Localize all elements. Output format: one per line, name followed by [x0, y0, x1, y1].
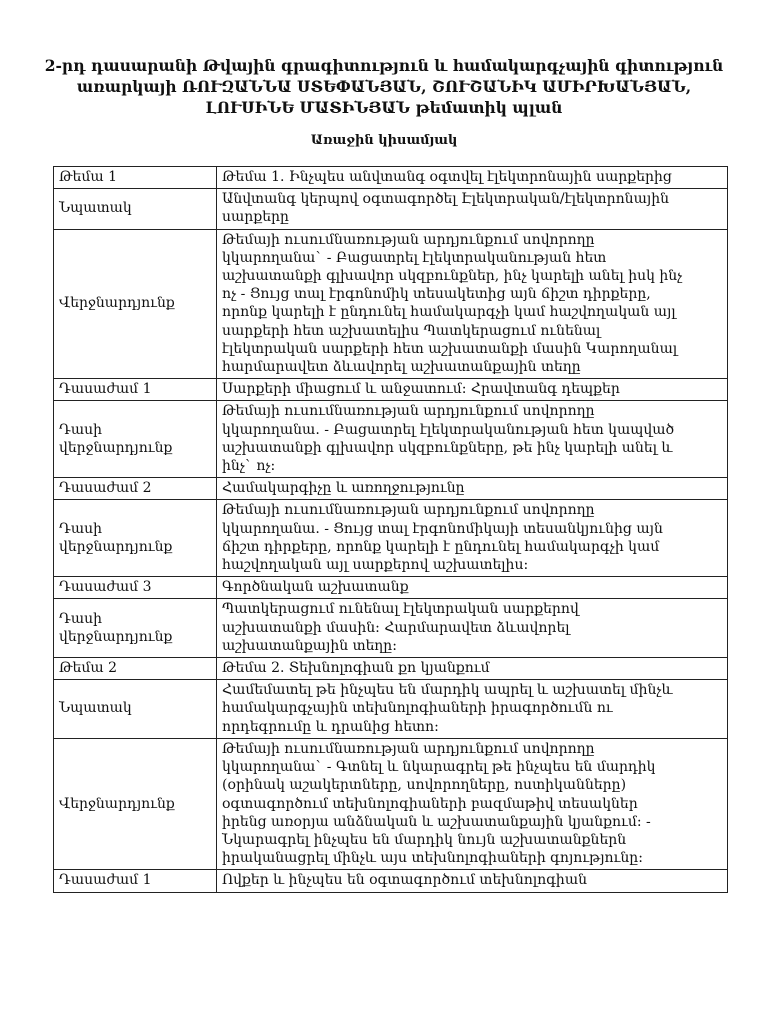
table-row [54, 658, 728, 680]
content-line: իրականացրել մինչև այս տեխնոլոգիաների գոյությունը: [222, 850, 643, 867]
content-line: աշխատանքային տեղը: [222, 637, 397, 654]
row-label: Վերջնարդյունք [54, 229, 217, 379]
table-row [54, 599, 728, 658]
row-content [217, 658, 728, 680]
table-row [54, 500, 728, 577]
content-line: Սարքերի միացում և անջատում: Հրավտանգ դեպքեր [222, 381, 620, 398]
semester-heading: Առաջին կիսամյակ [310, 133, 458, 148]
row-content [217, 401, 728, 478]
content-line: Թեմայի ուսումնառության արդյունքում սովորողը [222, 403, 595, 420]
content-line: ինչ` ոչ: [222, 458, 276, 475]
row-label: Թեմա 1 [54, 167, 217, 189]
thematic-plan-table [53, 166, 728, 893]
content-line: հարմարավետ ձևավորել աշխատանքային տեղը [222, 359, 581, 376]
row-content [217, 167, 728, 189]
row-label: Դասի վերջնարդյունք [54, 401, 217, 478]
content-line: կկարողանա. - Բացատրել էլեկտրականության հետ կապված [222, 421, 675, 438]
content-line: կկարողանա` - Բացատրել էլեկտրականության հետ [222, 249, 607, 266]
document-title [40, 55, 728, 118]
row-label: Վերջնարդյունք [54, 738, 217, 869]
row-content [217, 680, 728, 739]
content-line: Թեմայի ուսումնառության արդյունքում սովորողը [222, 231, 595, 248]
table-row [54, 680, 728, 739]
content-line: (օրինակ աշակերտները, սովորողները, ոստիկանները) [222, 777, 627, 794]
content-line: ճիշտ դիրքերը, որոնք կարելի է ընդունել համակարգչի կամ [222, 538, 660, 555]
content-line: աշխատանքի գլխավոր սկզբունքներ, ինչ կարելի անել իսկ ինչ [222, 268, 683, 285]
title-line-3: ԼՈՒՍԻՆԵ ՄԱՏԻՆՅԱՆ թեմատիկ պլան [205, 98, 563, 117]
content-line: Նկարագրել ինչպես են մարդիկ նույն աշխատանքներն [222, 831, 627, 848]
table-row [54, 189, 728, 229]
row-content [217, 738, 728, 869]
content-line: աշխատանքի մասին: Հարմարավետ ձևավորել [222, 619, 570, 636]
content-line: որոնք կարելի է ընդունել համակարգչի կամ հաշվողական այլ [222, 304, 676, 321]
content-line: սարքերը [222, 209, 289, 226]
plan-table-body [54, 167, 728, 893]
content-line: կկարողանա` - Գտնել և նկարագրել թե ինչպես են մարդիկ [222, 759, 656, 776]
row-content [217, 478, 728, 500]
title-line-2: առարկայի ՌՈՒԶԱՆՆԱ ՍՏԵՓԱՆՅԱՆ, ՇՈՒՇԱՆԻԿ ԱՄԻՐԽԱՆՅԱՆ, [76, 77, 692, 96]
row-content [217, 229, 728, 379]
row-content [217, 500, 728, 577]
row-label: Նպատակ [54, 189, 217, 229]
table-row [54, 577, 728, 599]
content-line: Համեմատել թե ինչպես են մարդիկ ապրել և աշխատել մինչև [222, 682, 673, 699]
content-line: Թեմա 1. Ինչպես անվտանգ օգտվել էլեկտրոնային սարքերից [222, 169, 672, 185]
content-line: սարքերի հետ աշխատելիս Պատկերացում ունենալ [222, 322, 601, 339]
content-line: աշխատանքի գլխավոր սկզբունքները, թե ինչ կարելի անել և [222, 439, 673, 456]
content-line: կկարողանա. - Ցույց տալ էրգոնոմիկայի տեսանկյունից այն [222, 520, 663, 537]
table-row [54, 478, 728, 500]
row-content [217, 379, 728, 401]
row-label: Դասաժամ 1 [54, 379, 217, 401]
row-content [217, 577, 728, 599]
row-content [217, 599, 728, 658]
content-line: Անվտանգ կերպով օգտագործել Էլեկտրական/էլեկտրոնային [222, 191, 669, 208]
table-row [54, 379, 728, 401]
content-line: Թեմայի ուսումնառության արդյունքում սովորողը [222, 740, 595, 757]
content-line: որդեգրումը և դրանից հետո: [222, 718, 439, 735]
row-label: Դասի վերջնարդյունք [54, 500, 217, 577]
content-line: օգտագործում տեխնոլոգիաների բազմաթիվ տեսակներ [222, 795, 638, 812]
content-line: Պատկերացում ունենալ էլեկտրական սարքերով [222, 601, 579, 618]
content-line: Համակարգիչը և առողջությունը [222, 480, 465, 497]
row-label: Նպատակ [54, 680, 217, 739]
table-row [54, 870, 728, 892]
row-content [217, 870, 728, 892]
content-line: հաշվողական այլ սարքերով աշխատելիս: [222, 557, 529, 574]
row-label: Դասաժամ 2 [54, 478, 217, 500]
content-line: համակարգչային տեխնոլոգիաների իրագործումն ու [222, 700, 613, 717]
content-line: Գործնական աշխատանք [222, 579, 409, 596]
title-line-1: 2-րդ դասարանի Թվային գրագիտություն և համակարգչային գիտություն [44, 56, 724, 75]
content-line: իրենց առօրյա անձնական և աշխատանքային կյանքում: - [222, 813, 651, 830]
row-label: Դասի վերջնարդյունք [54, 599, 217, 658]
content-line: ոչ - Ցույց տալ էրգոնոմիկ տեսակետից այն ճիշտ դիրքերը, [222, 286, 651, 303]
content-line: Թեմայի ուսումնառության արդյունքում սովորողը [222, 502, 595, 519]
table-row [54, 229, 728, 379]
table-row [54, 401, 728, 478]
row-label: Դասաժամ 3 [54, 577, 217, 599]
content-line: Ովքեր և ինչպես են օգտագործում տեխնոլոգիան [222, 872, 587, 889]
row-label: Թեմա 2 [54, 658, 217, 680]
row-label: Դասաժամ 1 [54, 870, 217, 892]
content-line: էլեկտրական սարքերի հետ աշխատանքի մասին Կարողանալ [222, 340, 678, 357]
content-line: Թեմա 2. Տեխնոլոգիան քո կյանքում [222, 660, 490, 677]
table-row [54, 738, 728, 869]
table-row [54, 167, 728, 189]
row-content [217, 189, 728, 229]
